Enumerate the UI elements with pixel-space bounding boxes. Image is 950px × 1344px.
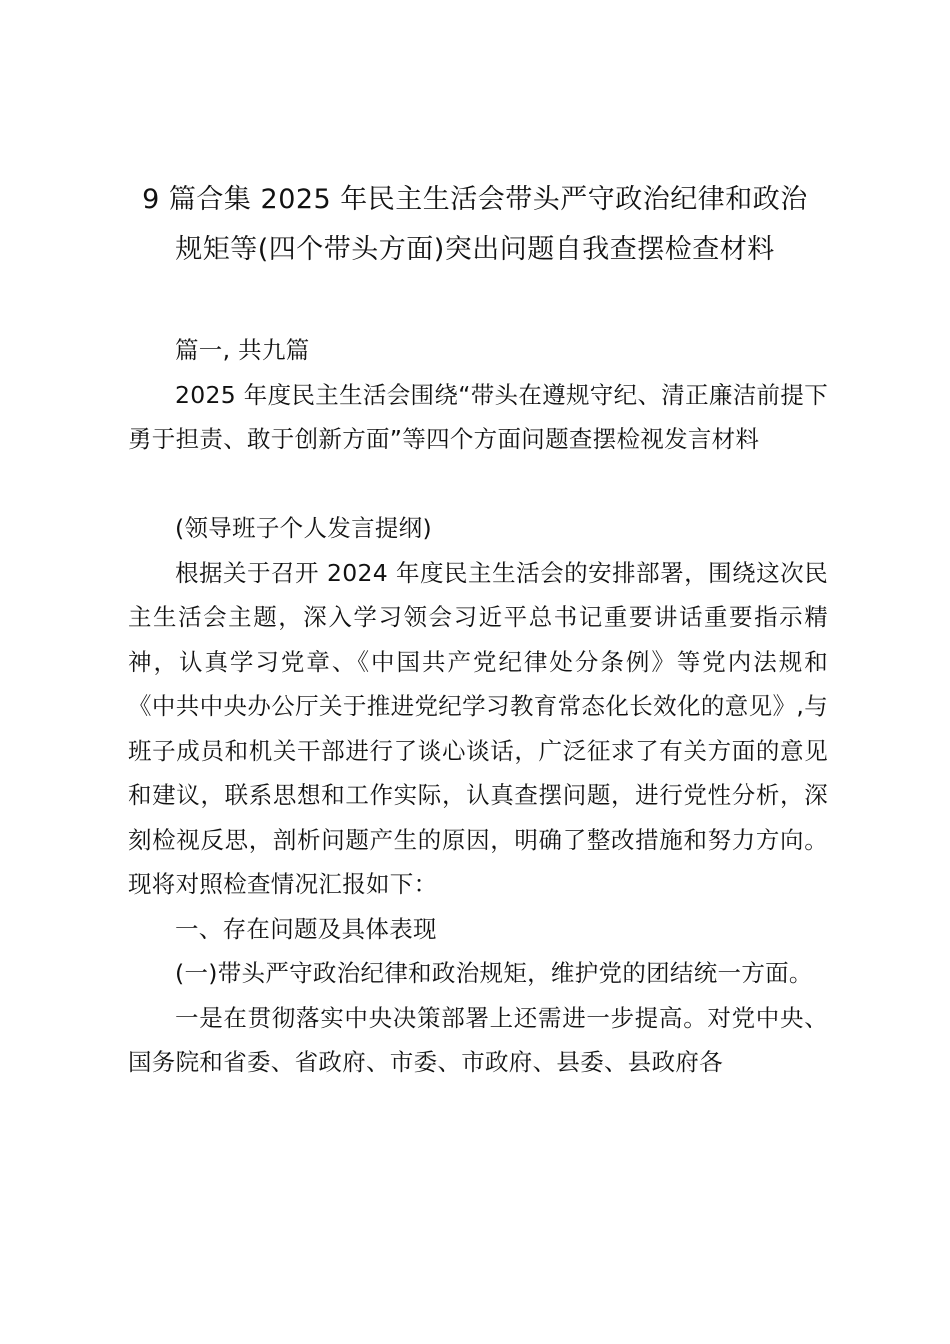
intro-paragraph: 根据关于召开 2024 年度民主生活会的安排部署，围绕这次民主生活会主题，深入学习领会习近平总书记重要讲话重要指示精神，认真学习党章、《中国共产党纪律处分条例》等党内法规和《中共中央办公厅关于推进党纪学习教育常态化长效化的意见》,与班子成员和机关干部进行了谈心谈话，广泛征求了有关方面的意见和建议，联系思想和工作实际，认真查摆问题，进行党性分析，深刻检视反思，剖析问题产生的原因，明确了整改措施和努力方向。现将对照检查情况汇报如下：	[128, 558, 828, 898]
document-body	[128, 328, 828, 1085]
title-line-1: 9 篇合集 2025 年民主生活会带头严守政治纪律和政治	[142, 184, 808, 215]
document-title	[128, 175, 822, 275]
heading-level-2: (一)带头严守政治纪律和政治规矩，维护党的团结统一方面。	[175, 959, 813, 987]
section-label: 篇一, 共九篇	[175, 336, 310, 364]
heading-level-1: 一、存在问题及具体表现	[175, 914, 437, 943]
blank-line	[128, 462, 828, 507]
title-line-2: 规矩等(四个带头方面)突出问题自我查摆检查材料	[175, 234, 775, 265]
outline-note: (领导班子个人发言提纲)	[175, 514, 432, 542]
item-paragraph: 一是在贯彻落实中央决策部署上还需进一步提高。对党中央、国务院和省委、省政府、市委、市政府、县委、县政府各	[128, 1003, 828, 1076]
subtitle-paragraph: 2025 年度民主生活会围绕“带头在遵规守纪、清正廉洁前提下勇于担责、敢于创新方面”等四个方面问题查摆检视发言材料	[128, 380, 828, 453]
